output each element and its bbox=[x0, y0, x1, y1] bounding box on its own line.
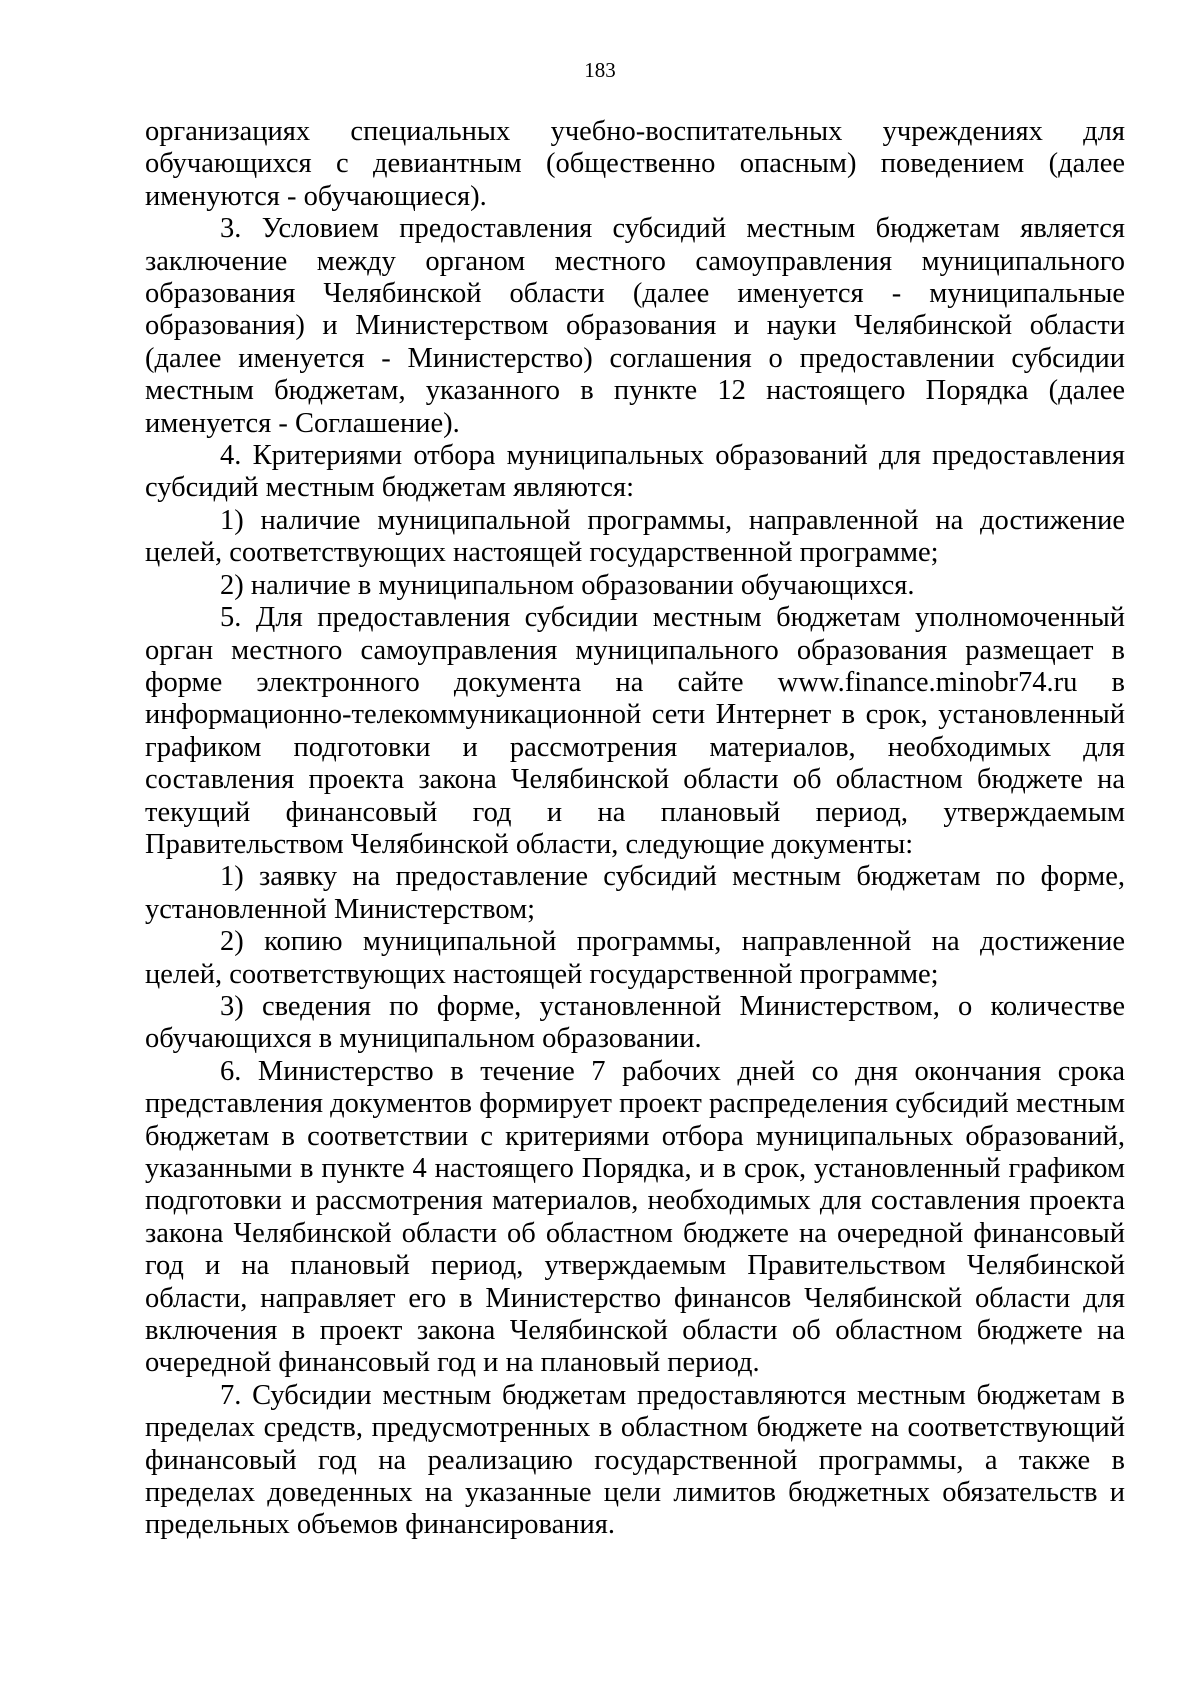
paragraph-clause-6: 6. Министерство в течение 7 рабочих дней со дня окончания срока представления документов формирует проект распределения субсидий местным бюджетам в соответствии с критериями отбора муниципальных образований, указанными в пункте 4 настоящего Порядка, и в срок, установленный графиком подготовки и рассмотрения материалов, необходимых для составления проекта закона Челябинской области об областном бюджете на очередной финансовый год и на плановый период, утверждаемым Правительством Челябинской области, направляет его в Министерство финансов Челябинской области для включения в проект закона Челябинской области об областном бюджете на очередной финансовый год и на плановый период. bbox=[145, 1055, 1125, 1379]
paragraph-clause-4-item-1: 1) наличие муниципальной программы, направленной на достижение целей, соответствующих настоящей государственной программе; bbox=[145, 504, 1125, 569]
paragraph-clause-3: 3. Условием предоставления субсидий местным бюджетам является заключение между органом местного самоуправления муниципального образования Челябинской области (далее именуется - муниципальные образования) и Министерством образования и науки Челябинской области (далее именуется - Министерство) соглашения о предоставлении субсидии местным бюджетам, указанного в пункте 12 настоящего Порядка (далее именуется - Соглашение). bbox=[145, 213, 1125, 439]
paragraph-clause-5: 5. Для предоставления субсидии местным бюджетам уполномоченный орган местного самоуправления муниципального образования размещает в форме электронного документа на сайте www.finance.minobr74.ru в информационно-телекоммуникационной сети Интернет в срок, установленный графиком подготовки и рассмотрения материалов, необходимых для составления проекта закона Челябинской области об областном бюджете на текущий финансовый год и на плановый период, утверждаемым Правительством Челябинской области, следующие документы: bbox=[145, 602, 1125, 860]
paragraph-continuation: организациях специальных учебно-воспитательных учреждениях для обучающихся с девиантным (общественно опасным) поведением (далее именуются - обучающиеся). bbox=[145, 116, 1125, 212]
paragraph-clause-5-item-3: 3) сведения по форме, установленной Министерством, о количестве обучающихся в муниципальном образовании. bbox=[145, 990, 1125, 1055]
paragraph-clause-4-item-2: 2) наличие в муниципальном образовании обучающихся. bbox=[220, 569, 915, 601]
paragraph-clause-7: 7. Субсидии местным бюджетам предоставляются местным бюджетам в пределах средств, предусмотренных в областном бюджете на соответствующий финансовый год на реализацию государственной программы, а также в пределах доведенных на указанные цели лимитов бюджетных обязательств и предельных объемов финансирования. bbox=[145, 1379, 1125, 1541]
page-number: 183 bbox=[584, 58, 616, 82]
paragraph-clause-5-item-2: 2) копию муниципальной программы, направленной на достижение целей, соответствующих настоящей государственной программе; bbox=[145, 926, 1125, 990]
paragraph-clause-4: 4. Критериями отбора муниципальных образований для предоставления субсидий местным бюджетам являются: bbox=[145, 440, 1125, 504]
document-body bbox=[145, 116, 1125, 1542]
paragraph-clause-5-item-1: 1) заявку на предоставление субсидий местным бюджетам по форме, установленной Министерством; bbox=[145, 861, 1125, 925]
